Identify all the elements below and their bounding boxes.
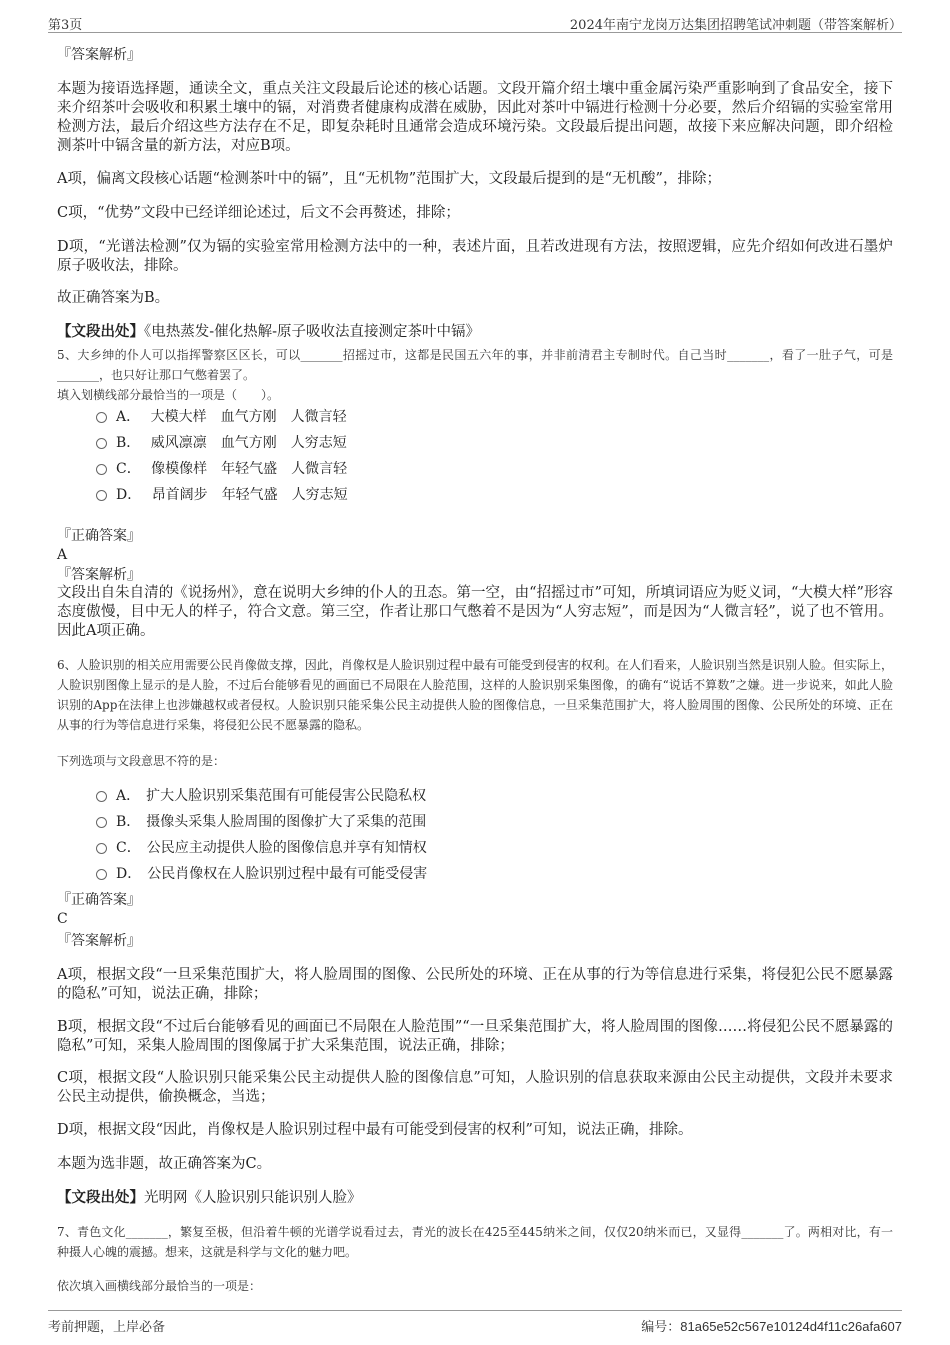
q6-option-a[interactable]: A． 扩大人脸识别采集范围有可能侵害公民隐私权: [96, 786, 426, 806]
q6-option-b-analysis: B项，根据文段“不过后台能够看见的画面已不局限在人脸范围”“一旦采集范围扩大，将人脸周围的图像……将侵犯公民不愿暴露的隐私”可知，采集人脸周围的图像属于扩大采集范围，说法正确，排除；: [57, 1019, 893, 1054]
q6-stem: 6、人脸识别的相关应用需要公民肖像做支撑，因此，肖像权是人脸识别过程中最有可能受到侵害的权利。在人们看来，人脸识别当然是识别人脸。但实际上，人脸识别图像上显示的是人脸，不过后台能够看见的画面已不局限在人脸范围，这样的人脸识别采集图像，的确有“说话不算数”之嫌。进一步说来，如此人脸识别的App在法律上也涉嫌越权或者侵权。人脸识别只能采集公民主动提供人脸的图像信息，一旦采集范围扩大，将人脸周围的图像、公民所处的环境、正在从事的行为等信息进行采集，将侵犯公民不愿暴露的隐私。: [57, 658, 893, 732]
q5-answer-label: 『正确答案』: [57, 528, 141, 544]
q6-option-d-analysis: D项，根据文段“因此，肖像权是人脸识别过程中最有可能受到侵害的权利”可知，说法正确，排除。: [57, 1122, 693, 1138]
page-footer: [48, 1310, 902, 1335]
q4-source-label: 【文段出处】: [57, 323, 144, 340]
q6-option-c[interactable]: C． 公民应主动提供人脸的图像信息并享有知情权: [96, 838, 427, 858]
q5-option-b[interactable]: B． 威风凛凛 血气方刚 人穷志短: [96, 433, 361, 453]
q4-option-c-analysis: C项，“优势”文段中已经详细论述过，后文不会再赘述，排除；: [57, 205, 460, 221]
q5-analysis-label: 『答案解析』: [57, 567, 141, 583]
page-header: [48, 10, 902, 33]
radio-icon[interactable]: [96, 412, 107, 423]
q5-answer: A: [57, 547, 68, 563]
q5-option-c[interactable]: C． 像模像样 年轻气盛 人微言轻: [96, 459, 361, 479]
q6-source: [57, 1188, 893, 1208]
radio-icon[interactable]: [96, 464, 107, 475]
q4-source-text: 《电热蒸发-催化热解-原子吸收法直接测定茶叶中镉》: [144, 324, 481, 340]
q4-option-a-analysis: A项，偏离文段核心话题“检测茶叶中的镉”，且“无机物”范围扩大，文段最后提到的是“无机酸”，排除；: [57, 171, 721, 187]
q7-prompt: 依次填入画横线部分最恰当的一项是：: [57, 1279, 262, 1293]
q6-option-b[interactable]: B． 摄像头采集人脸周围的图像扩大了采集的范围: [96, 812, 426, 832]
q6-source-label: 【文段出处】: [57, 1189, 144, 1206]
page-number: 第3页: [48, 18, 83, 33]
q4-conclusion: 故正确答案为B。: [57, 290, 170, 306]
radio-icon[interactable]: [96, 490, 107, 501]
document-title: 2024年南宁龙岗万达集团招聘笔试冲刺题（带答案解析）: [569, 18, 902, 33]
q5-analysis-text: 文段出自朱自清的《说扬州》，意在说明大乡绅的仆人的丑态。第一空，由“招摇过市”可知，所填词语应为贬义词，“大模大样”形容态度傲慢，目中无人的样子，符合文意。第三空，作者让那口气憋着不是因为“人穷志短”，而是因为“人微言轻”，说了也不管用。因此A项正确。: [57, 585, 893, 639]
q6-analysis-label: 『答案解析』: [57, 933, 141, 949]
radio-icon[interactable]: [96, 817, 107, 828]
q6-option-a-analysis: A项，根据文段“一旦采集范围扩大，将人脸周围的图像、公民所处的环境、正在从事的行为等信息进行采集，将侵犯公民不愿暴露的隐私”可知，说法正确，排除；: [57, 967, 893, 1002]
radio-icon[interactable]: [96, 869, 107, 880]
q7-stem: 7、青色文化_______，繁复至极，但沿着牛顿的光谱学说看过去，青光的波长在425至445纳米之间，仅仅20纳米而已，又显得_______了。两相对比，有一种摄人心魄的震撼。想来，这就是科学与文化的魅力吧。: [57, 1225, 893, 1259]
q6-source-text: 光明网《人脸识别只能识别人脸》: [144, 1190, 362, 1206]
q6-option-c-analysis: C项，根据文段“人脸识别只能采集公民主动提供人脸的图像信息”可知，人脸识别的信息获取来源由公民主动提供，文段并未要求公民主动提供，偷换概念，当选；: [57, 1070, 893, 1105]
q6-conclusion: 本题为选非题，故正确答案为C。: [57, 1156, 272, 1172]
q6-option-d[interactable]: D． 公民肖像权在人脸识别过程中最有可能受侵害: [96, 864, 427, 884]
q6-answer: C: [57, 911, 68, 927]
radio-icon[interactable]: [96, 843, 107, 854]
q5-option-d[interactable]: D． 昂首阔步 年轻气盛 人穷志短: [96, 485, 362, 505]
q4-analysis-text: 本题为接语选择题，通读全文，重点关注文段最后论述的核心话题。文段开篇介绍土壤中重金属污染严重影响到了食品安全，接下来介绍茶叶会吸收和积累土壤中的镉，对消费者健康构成潜在威胁，因此对茶叶中镉进行检测十分必要，然后介绍镉的实验室常用检测方法，最后介绍这些方法存在不足，即复杂耗时且通常会造成环境污染。文段最后提出问题，故接下来应解决问题，即介绍检测茶叶中镉含量的新方法，对应B项。: [57, 81, 893, 154]
document-code: 编号：81a65e52c567e10124d4f11c26afa607: [641, 1319, 902, 1334]
q6-answer-label: 『正确答案』: [57, 892, 141, 908]
q4-analysis-label: 『答案解析』: [57, 47, 141, 63]
q6-prompt: 下列选项与文段意思不符的是：: [57, 754, 226, 768]
q5-prompt: 填入划横线部分最恰当的一项是（ ）。: [57, 388, 280, 402]
q4-option-d-analysis: D项，“光谱法检测”仅为镉的实验室常用检测方法中的一种，表述片面，且若改进现有方法，按照逻辑，应先介绍如何改进石墨炉原子吸收法，排除。: [57, 239, 893, 274]
footer-slogan: 考前押题，上岸必备: [48, 1320, 166, 1335]
radio-icon[interactable]: [96, 791, 107, 802]
q5-option-a[interactable]: A． 大模大样 血气方刚 人微言轻: [96, 407, 361, 427]
q5-stem: 5、大乡绅的仆人可以指挥警察区区长，可以_______招摇过市，这都是民国五六年的事，并非前清君主专制时代。自己当时_______，看了一肚子气，可是_______，也只好让那口气憋着罢了。: [57, 348, 893, 382]
q4-source: [57, 322, 893, 342]
radio-icon[interactable]: [96, 438, 107, 449]
